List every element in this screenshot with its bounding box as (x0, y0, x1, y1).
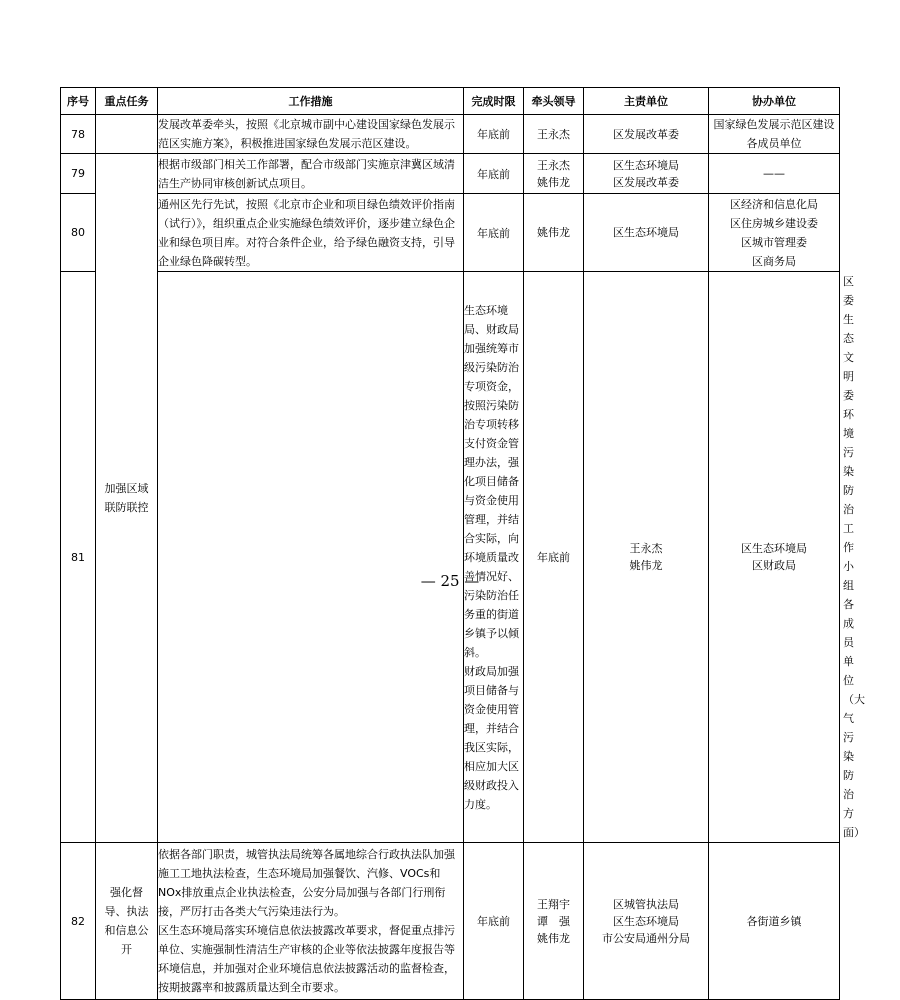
unit-name: 区财政局 (752, 559, 796, 572)
deadline-cell: 年底前 (464, 115, 524, 154)
unit-cell (709, 272, 840, 843)
header-cell: 牵头领导 (524, 88, 584, 115)
unit-name: 区生态环境局 (741, 542, 807, 555)
assist-unit: 区商务局 (752, 254, 796, 268)
row-number: 80 (61, 194, 96, 272)
page-number: — 25 — (420, 572, 480, 590)
task-cell: 强化督导、执法和信息公开 (96, 843, 158, 1000)
lead-cell (524, 843, 584, 1000)
row-number: 82 (61, 843, 96, 1000)
task-cell: 加强区域联防联控 (96, 154, 158, 843)
measure-paragraph: 生态环境局、财政局加强统筹市级污染防治专项资金，按照污染防治专项转移支付资金管理办法，强化项目储备与资金使用管理，并结合实际，向环境质量改善情况好、污染防治任务重的街道乡镇予以倾斜。 (464, 303, 519, 659)
lead-name: 王永杰 (629, 542, 663, 555)
unit-cell (584, 194, 709, 272)
lead-name: 王翔宇 (537, 897, 570, 911)
table-row (61, 154, 840, 194)
lead-name: 姚伟龙 (629, 559, 663, 572)
deadline-cell: 年底前 (464, 194, 524, 272)
table-row: 81 生态环境局、财政局加强统筹市级污染防治专项资金，按照污染防治专项转移支付资金管理办法，强化项目储备与资金使用管理，并结合实际，向环境质量改善情况好、污染防治任务重的街道乡镇予以倾斜。 财政局加强项目储备与资金使用管理，并结合我区实际，相应加大区级财政投入力度。 年底前 王永杰 姚伟龙 区生态环境局 区财政局 区委生态文明委环境污染防治工作小组各成员单位 （大气污染防治方面） (61, 272, 840, 843)
table-row (61, 843, 840, 1000)
header-cell: 完成时限 (464, 88, 524, 115)
task-cell-empty (96, 115, 158, 154)
deadline-cell: 年底前 (464, 154, 524, 194)
measure-cell: 发展改革委牵头，按照《北京城市副中心建设国家绿色发展示范区实施方案》，积极推进国家绿色发展示范区建设。 (158, 115, 464, 154)
lead-name: 谭 强 (537, 914, 570, 928)
lead-cell (584, 272, 709, 843)
header-cell: 序号 (61, 88, 96, 115)
work-plan-table (60, 87, 865, 1000)
unit-cell (584, 115, 709, 154)
lead-cell (524, 154, 584, 194)
row-number: 78 (61, 115, 96, 154)
assist-unit: 区城市管理委 (741, 235, 807, 249)
unit-name: 区生态环境局 (613, 914, 679, 928)
measure-cell (464, 272, 524, 843)
measure-cell: 根据市级部门相关工作部署，配合市级部门实施京津冀区域清洁生产协同审核创新试点项目。 (158, 154, 464, 194)
unit-name: 区发展改革委 (613, 127, 679, 141)
lead-name: 姚伟龙 (537, 226, 570, 239)
task-cell-empty (158, 272, 464, 843)
header-cell: 重点任务 (96, 88, 158, 115)
assist-cell: 国家绿色发展示范区建设各成员单位 (709, 115, 840, 154)
lead-cell (524, 194, 584, 272)
assist-cell (709, 194, 840, 272)
row-number: 81 (61, 272, 96, 843)
lead-name: 王永杰 (537, 158, 570, 172)
assist-unit: 区住房城乡建设委 (730, 216, 818, 230)
unit-name: 市公安局通州分局 (602, 931, 690, 945)
deadline-cell: 年底前 (524, 272, 584, 843)
unit-name: 区生态环境局 (613, 226, 679, 239)
unit-name: 区生态环境局 (613, 158, 679, 172)
deadline-cell: 年底前 (464, 843, 524, 1000)
measure-paragraph: 区生态环境局落实环境信息依法披露改革要求，督促重点排污单位、实施强制性清洁生产审核的企业等依法披露年度报告等环境信息，并加强对企业环境信息依法披露活动的监督检查，按期披露率和披露质量达到全市要求。 (158, 924, 455, 994)
header-cell: 协办单位 (709, 88, 840, 115)
lead-name: 姚伟龙 (537, 931, 570, 945)
measure-cell: 通州区先行先试，按照《北京市企业和项目绿色绩效评价指南（试行）》，组织重点企业实施绿色绩效评价，逐步建立绿色企业和绿色项目库。对符合条件企业，给予绿色融资支持，引导企业绿色降碳转型。 (158, 194, 464, 272)
header-cell: 工作措施 (158, 88, 464, 115)
table-row (61, 194, 840, 272)
lead-cell (524, 115, 584, 154)
table-header-row (61, 88, 840, 115)
header-cell: 主责单位 (584, 88, 709, 115)
assist-cell: 各街道乡镇 (709, 843, 840, 1000)
assist-cell: —— (709, 154, 840, 194)
measure-paragraph: 财政局加强项目储备与资金使用管理，并结合我区实际，相应加大区级财政投入力度。 (464, 664, 519, 811)
unit-cell (584, 843, 709, 1000)
assist-unit: 区经济和信息化局 (730, 197, 818, 211)
unit-name: 区发展改革委 (613, 175, 679, 189)
lead-name: 姚伟龙 (537, 175, 570, 189)
unit-name: 区城管执法局 (613, 897, 679, 911)
table-row (61, 115, 840, 154)
measure-paragraph: 依据各部门职责，城管执法局统筹各属地综合行政执法队加强施工工地执法检查，生态环境局加强餐饮、汽修、VOCs和NOx排放重点企业执法检查，公安分局加强与各部门行刑衔接，严厉打击各类大气污染违法行为。 (158, 848, 455, 918)
lead-name: 王永杰 (537, 127, 570, 141)
measure-cell (158, 843, 464, 1000)
row-number: 79 (61, 154, 96, 194)
unit-cell (584, 154, 709, 194)
